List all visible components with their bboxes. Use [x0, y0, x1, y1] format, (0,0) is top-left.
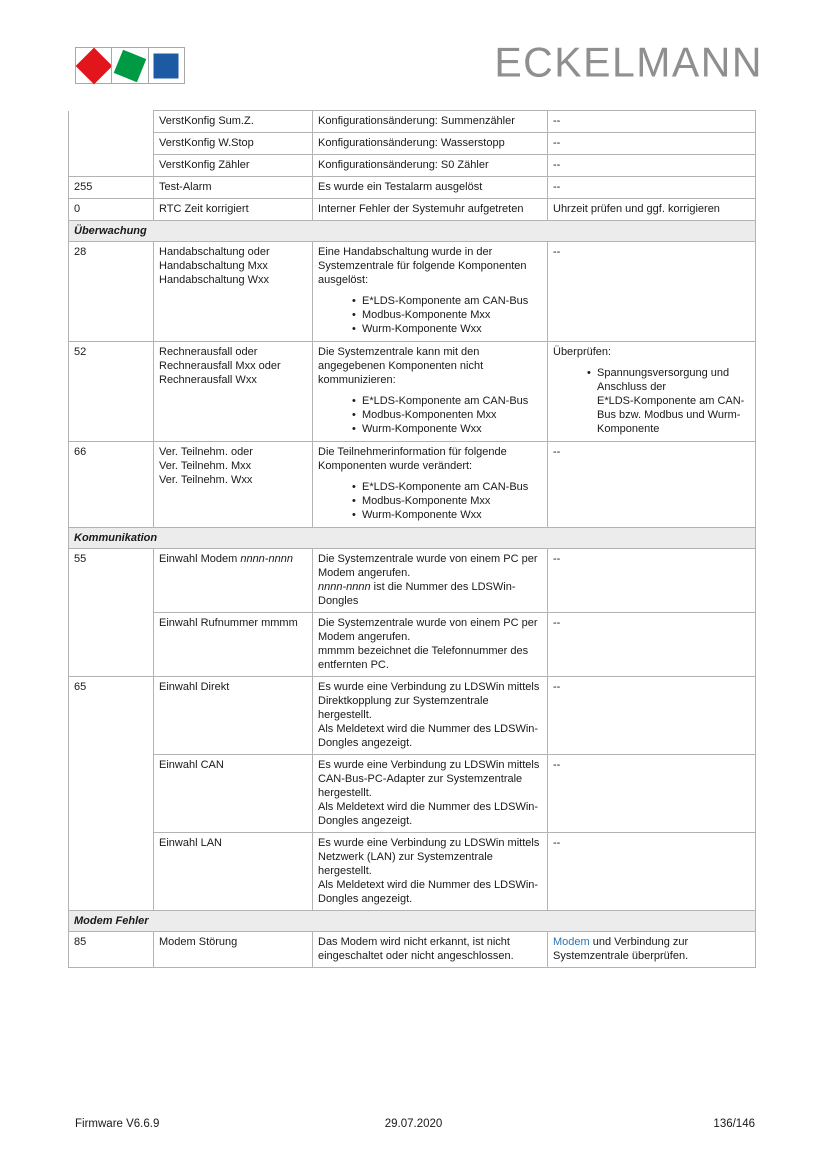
bullet-item: • Modbus-Komponente Mxx — [362, 494, 542, 508]
message-name-cell: Einwahl CAN — [154, 755, 313, 833]
bullet-item: • Modbus-Komponente Mxx — [362, 308, 542, 322]
table-section-row — [69, 528, 756, 549]
bullet-item: • E*LDS-Komponente am CAN-Bus — [362, 394, 542, 408]
logo-blue-square-icon — [154, 53, 179, 78]
text-line: eingeschaltet oder nicht angeschlossen. — [318, 950, 514, 962]
description-cell — [313, 677, 548, 755]
text-line: Als Meldetext wird die Nummer des LDSWin- — [318, 801, 539, 813]
table-row — [69, 613, 756, 677]
action-cell: -- — [548, 155, 756, 177]
eckelmann-logo — [75, 47, 185, 84]
code-cell: 55 — [69, 549, 154, 677]
text-line: Anschluss der — [597, 381, 667, 393]
table-section-row — [69, 911, 756, 932]
text-segment: nnnn-nnnn — [240, 553, 293, 565]
action-cell: -- — [548, 755, 756, 833]
text-line: Es wurde eine Verbindung zu LDSWin mittels — [318, 681, 540, 693]
table-row — [69, 442, 756, 528]
text-line: Ver. Teilnehm. Wxx — [159, 474, 253, 486]
text-segment: nnnn-nnnn — [318, 581, 371, 593]
message-name-cell: Einwahl LAN — [154, 833, 313, 911]
code-cell: 65 — [69, 677, 154, 911]
text-line: Die Systemzentrale wurde von einem PC per — [318, 617, 538, 629]
bullet-list — [318, 394, 542, 436]
code-cell — [69, 111, 154, 177]
text-line: Systemzentrale überprüfen. — [553, 950, 689, 962]
action-cell: -- — [548, 613, 756, 677]
table-row — [69, 932, 756, 968]
bullet-item: • E*LDS-Komponente am CAN-Bus — [362, 480, 542, 494]
table-row — [69, 155, 756, 177]
description-cell: Es wurde ein Testalarm ausgelöst — [313, 177, 548, 199]
section-label: Kommunikation — [69, 528, 756, 549]
text-line: Dongles angezeigt. — [318, 815, 413, 827]
text-line: Es wurde eine Verbindung zu LDSWin mittels — [318, 837, 540, 849]
action-cell: -- — [548, 677, 756, 755]
text-line: Ver. Teilnehm. oder — [159, 446, 253, 458]
description-cell — [313, 613, 548, 677]
text-line: hergestellt. — [318, 865, 372, 877]
text-line: E*LDS-Komponente am CAN- — [597, 395, 745, 407]
action-cell: -- — [548, 549, 756, 613]
message-name-cell — [154, 442, 313, 528]
text-line: Die Teilnehmerinformation für folgende — [318, 446, 507, 458]
action-cell: -- — [548, 133, 756, 155]
table-row — [69, 199, 756, 221]
message-name-cell: VerstKonfig Sum.Z. — [154, 111, 313, 133]
bullet-item — [597, 366, 750, 436]
table-row — [69, 133, 756, 155]
message-name-cell — [154, 549, 313, 613]
table-row — [69, 177, 756, 199]
text-line: hergestellt. — [318, 787, 372, 799]
text-line: Als Meldetext wird die Nummer des LDSWin- — [318, 879, 539, 891]
code-cell: 66 — [69, 442, 154, 528]
text-line: Handabschaltung oder — [159, 246, 270, 258]
text-line: Die Systemzentrale wurde von einem PC per — [318, 553, 538, 565]
text-line: Das Modem wird nicht erkannt, ist nicht — [318, 936, 510, 948]
description-cell — [313, 833, 548, 911]
text-line: kommunizieren: — [318, 374, 396, 386]
table-row — [69, 342, 756, 442]
description-cell — [313, 442, 548, 528]
text-line: ausgelöst: — [318, 274, 369, 286]
text-line: Dongles angezeigt. — [318, 737, 413, 749]
text-line: hergestellt. — [318, 709, 372, 721]
bullet-item: • Wurm-Komponente Wxx — [362, 508, 542, 522]
text-line — [159, 552, 307, 566]
description-cell: Konfigurationsänderung: Wasserstopp — [313, 133, 548, 155]
action-cell: -- — [548, 442, 756, 528]
action-cell: -- — [548, 111, 756, 133]
text-line — [318, 580, 542, 594]
message-name-cell — [154, 342, 313, 442]
description-cell: Konfigurationsänderung: S0 Zähler — [313, 155, 548, 177]
text-line: entfernten PC. — [318, 659, 389, 671]
text-line: Direktkopplung zur Systemzentrale — [318, 695, 489, 707]
description-cell — [313, 342, 548, 442]
bullet-item: • Wurm-Komponente Wxx — [362, 422, 542, 436]
text-line: Dongles angezeigt. — [318, 893, 413, 905]
table-row — [69, 111, 756, 133]
message-name-cell — [154, 242, 313, 342]
table-row — [69, 242, 756, 342]
table-row — [69, 833, 756, 911]
bullet-item: • E*LDS-Komponente am CAN-Bus — [362, 294, 542, 308]
logo-cell — [76, 48, 111, 83]
footer-page-number: 136/146 — [713, 1118, 755, 1130]
text-line: Rechnerausfall Wxx — [159, 374, 257, 386]
message-name-cell: RTC Zeit korrigiert — [154, 199, 313, 221]
action-cell: -- — [548, 177, 756, 199]
bullet-list — [318, 480, 542, 522]
text-line: Modem angerufen. — [318, 631, 411, 643]
description-cell — [313, 549, 548, 613]
message-name-cell: Test-Alarm — [154, 177, 313, 199]
bullet-item: • Modbus-Komponenten Mxx — [362, 408, 542, 422]
code-cell: 255 — [69, 177, 154, 199]
message-name-cell: Einwahl Rufnummer mmmm — [154, 613, 313, 677]
description-cell: Interner Fehler der Systemuhr aufgetreten — [313, 199, 548, 221]
text-line: Die Systemzentrale kann mit den — [318, 346, 480, 358]
text-line: Rechnerausfall Mxx oder — [159, 360, 281, 372]
action-cell — [548, 932, 756, 968]
text-line: Bus bzw. Modbus und Wurm- — [597, 409, 741, 421]
code-cell: 85 — [69, 932, 154, 968]
text-line: Eine Handabschaltung wurde in der — [318, 246, 493, 258]
text-line: Es wurde eine Verbindung zu LDSWin mittels — [318, 759, 540, 771]
action-cell: Uhrzeit prüfen und ggf. korrigieren — [548, 199, 756, 221]
text-segment: und Verbindung zur — [589, 936, 689, 948]
logo-green-square-icon — [114, 49, 147, 82]
action-cell: -- — [548, 242, 756, 342]
text-line: Komponenten wurde verändert: — [318, 460, 473, 472]
text-segment: Einwahl Modem — [159, 553, 241, 565]
code-cell: 52 — [69, 342, 154, 442]
text-line: Handabschaltung Mxx — [159, 260, 268, 272]
text-line: Modem angerufen. — [318, 567, 411, 579]
action-cell: -- — [548, 833, 756, 911]
message-name-cell: VerstKonfig Zähler — [154, 155, 313, 177]
table-row — [69, 549, 756, 613]
footer-firmware-version: Firmware V6.6.9 — [75, 1118, 160, 1130]
section-label: Modem Fehler — [69, 911, 756, 932]
text-line: CAN-Bus-PC-Adapter zur Systemzentrale — [318, 773, 523, 785]
alarm-table-body — [69, 111, 756, 968]
brand-wordmark: ECKELMANN — [494, 38, 763, 86]
text-line: angegebenen Komponenten nicht — [318, 360, 484, 372]
logo-cell — [111, 48, 147, 83]
bullet-item: • Wurm-Komponente Wxx — [362, 322, 542, 336]
code-cell: 0 — [69, 199, 154, 221]
modem-link[interactable]: Modem — [553, 936, 590, 948]
section-label: Überwachung — [69, 221, 756, 242]
message-name-cell: VerstKonfig W.Stop — [154, 133, 313, 155]
text-line: Netzwerk (LAN) zur Systemzentrale — [318, 851, 493, 863]
alarm-table — [68, 110, 756, 968]
text-line — [553, 935, 750, 949]
table-section-row — [69, 221, 756, 242]
text-line: Ver. Teilnehm. Mxx — [159, 460, 252, 472]
bullet-list — [553, 366, 750, 436]
action-cell — [548, 342, 756, 442]
text-line: Komponente — [597, 423, 660, 435]
text-segment: ist die Nummer des LDSWin- — [370, 581, 516, 593]
table-row — [69, 755, 756, 833]
text-line: Als Meldetext wird die Nummer des LDSWin- — [318, 723, 539, 735]
logo-cell — [148, 48, 184, 83]
message-name-cell: Modem Störung — [154, 932, 313, 968]
description-cell — [313, 242, 548, 342]
text-line: Dongles — [318, 595, 359, 607]
footer-date: 29.07.2020 — [384, 1118, 443, 1130]
text-line: Handabschaltung Wxx — [159, 274, 270, 286]
description-cell — [313, 755, 548, 833]
description-cell — [313, 932, 548, 968]
text-line: • Spannungsversorgung und — [597, 367, 730, 379]
description-cell: Konfigurationsänderung: Summenzähler — [313, 111, 548, 133]
text-line: mmmm bezeichnet die Telefonnummer des — [318, 645, 529, 657]
code-cell: 28 — [69, 242, 154, 342]
message-name-cell: Einwahl Direkt — [154, 677, 313, 755]
text-line: Systemzentrale für folgende Komponenten — [318, 260, 527, 272]
logo-red-diamond-icon — [75, 47, 112, 84]
text-line: Überprüfen: — [553, 346, 612, 358]
bullet-list — [318, 294, 542, 336]
text-line: Rechnerausfall oder — [159, 346, 258, 358]
table-row — [69, 677, 756, 755]
